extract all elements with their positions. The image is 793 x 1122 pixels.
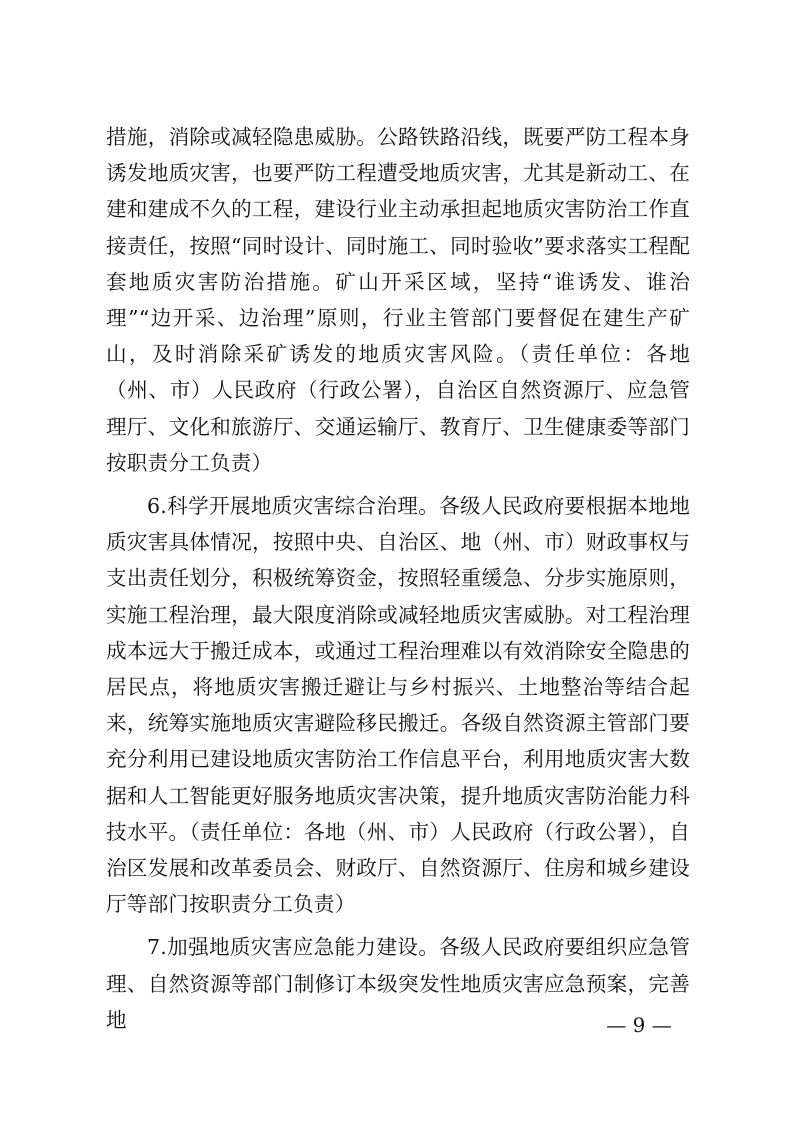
document-page <box>106 119 690 1038</box>
paragraph-continued: 措施，消除或减轻隐患威胁。公路铁路沿线，既要严防工程本身诱发地质灾害，也要严防工程遭受地质灾害，尤其是新动工、在建和建成不久的工程，建设行业主动承担起地质灾害防治工作直接责任，按照“同时设计、同时施工、同时验收”要求落实工程配套地质灾害防治措施。矿山开采区域，坚持“谁诱发、谁治理”“边开采、边治理”原则，行业主管部门要督促在建生产矿山，及时消除采矿诱发的地质灾害风险。（责任单位：各地（州、市）人民政府（行政公署），自治区自然资源厅、应急管理厅、文化和旅游厅、交通运输厅、教育厅、卫生健康委等部门按职责分工负责） <box>106 125 690 475</box>
paragraph-item-6: 6.科学开展地质灾害综合治理。各级人民政府要根据本地地质灾害具体情况，按照中央、自治区、地（州、市）财政事权与支出责任划分，积极统筹资金，按照轻重缓急、分步实施原则，实施工程治理，最大限度消除或减轻地质灾害威胁。对工程治理成本远大于搬迁成本，或通过工程治理难以有效消除安全隐患的居民点，将地质灾害搬迁避让与乡村振兴、土地整治等结合起来，统筹实施地质灾害避险移民搬迁。各级自然资源主管部门要充分利用已建设地质灾害防治工作信息平台，利用地质灾害大数据和人工智能更好服务地质灾害决策，提升地质灾害防治能力科技水平。（责任单位：各地（州、市）人民政府（行政公署），自治区发展和改革委员会、财政厅、自然资源厅、住房和城乡建设厅等部门按职责分工负责） <box>106 494 690 917</box>
page-number: — 9 — <box>606 1013 672 1037</box>
paragraph-item-7: 7.加强地质灾害应急能力建设。各级人民政府要组织应急管理、自然资源等部门制修订本级突发性地质灾害应急预案，完善地 <box>106 935 690 1032</box>
